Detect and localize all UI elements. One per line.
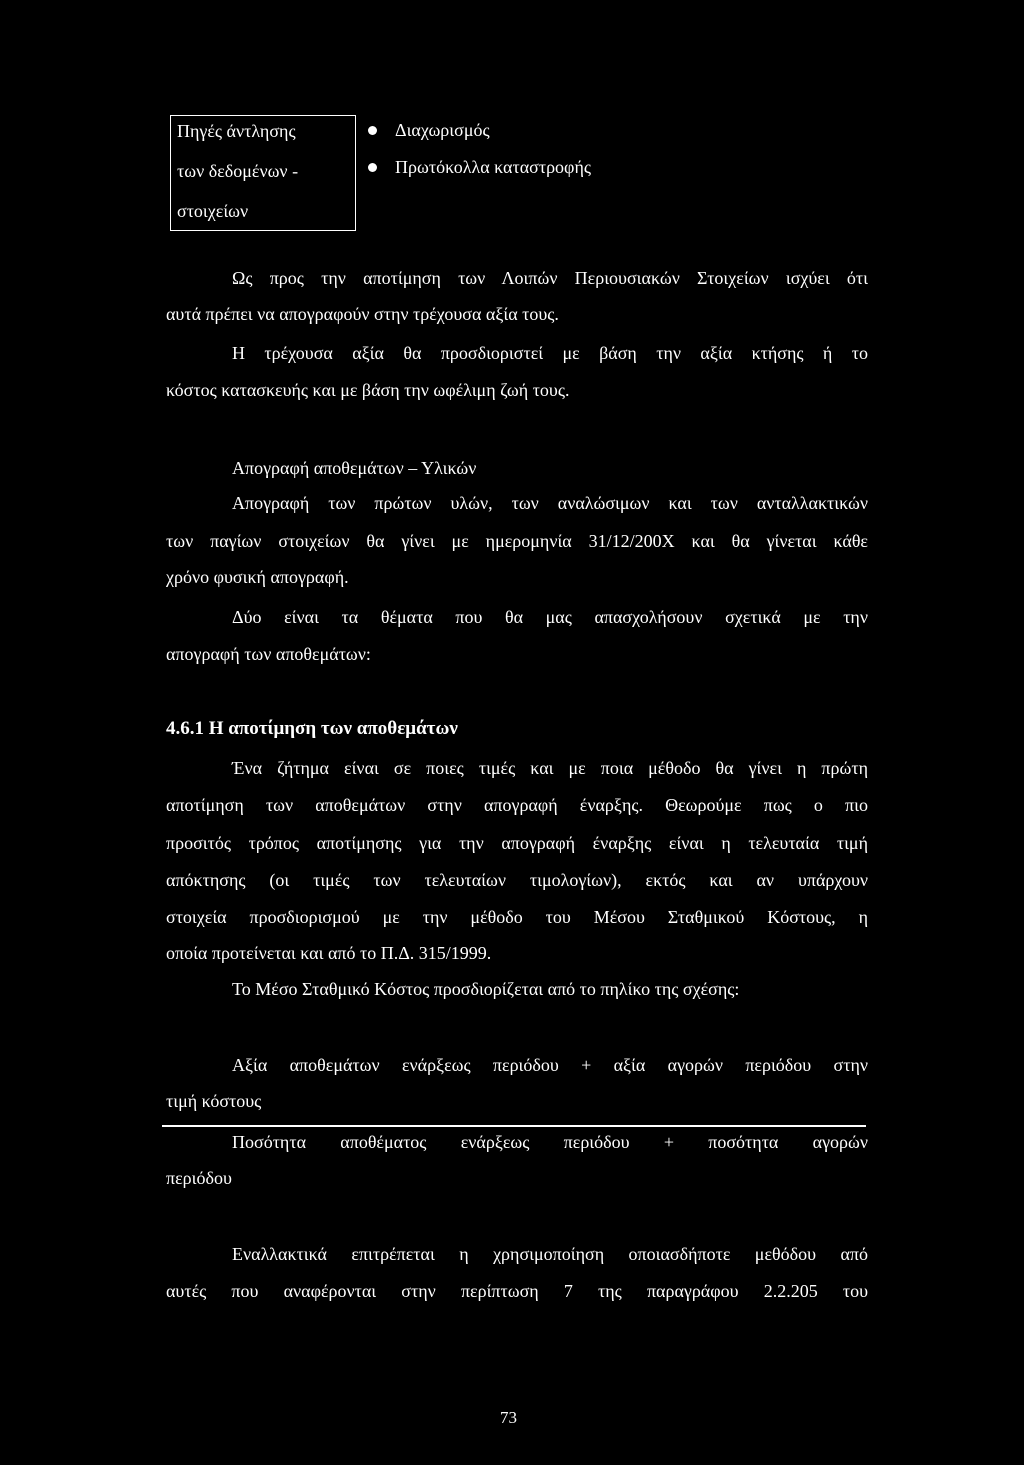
paragraph-line: απόκτησης (οι τιμές των τελευταίων τιμολογίων), εκτός και αν υπάρχουν — [166, 870, 868, 890]
formula-denominator: Ποσότητα αποθέματος ενάρξεως περιόδου + ποσότητα αγορών — [232, 1132, 868, 1152]
sources-box-line: των δεδομένων - — [177, 161, 299, 181]
paragraph-line: Η τρέχουσα αξία θα προσδιοριστεί με βάση την αξία κτήσης ή το — [232, 343, 868, 363]
sources-box-line: Πηγές άντλησης — [177, 121, 296, 141]
paragraph-line: Απογραφή των πρώτων υλών, των αναλώσιμων και των ανταλλακτικών — [232, 493, 868, 513]
paragraph-line: Το Μέσο Σταθμικό Κόστος προσδιορίζεται από το πηλίκο της σχέσης: — [232, 979, 740, 999]
paragraph-line: αυτά πρέπει να απογραφούν στην τρέχουσα αξία τους. — [166, 304, 559, 324]
bullet-icon — [368, 163, 377, 172]
paragraph-line: στοιχεία προσδιορισμού με την μέθοδο του Μέσου Σταθμικού Κόστους, η — [166, 907, 868, 927]
section-heading: 4.6.1 Η αποτίμηση των αποθεμάτων — [166, 718, 458, 739]
bullet-text: Διαχωρισμός — [395, 120, 490, 140]
bullet-item — [368, 119, 490, 141]
paragraph-line: οποία προτείνεται και από το Π.Δ. 315/1999. — [166, 943, 492, 963]
paragraph-line: αποτίμηση των αποθεμάτων στην απογραφή έναρξης. Θεωρούμε πως ο πιο — [166, 795, 868, 815]
bullet-icon — [368, 126, 377, 135]
formula-numerator: Αξία αποθεμάτων ενάρξεως περιόδου + αξία αγορών περιόδου στην — [232, 1055, 868, 1075]
paragraph-line: Ένα ζήτημα είναι σε ποιες τιμές και με ποια μέθοδο θα γίνει η πρώτη — [232, 758, 868, 778]
paragraph-line: Δύο είναι τα θέματα που θα μας απασχολήσουν σχετικά με την — [232, 607, 868, 627]
paragraph-line: απογραφή των αποθεμάτων: — [166, 644, 371, 664]
paragraph-line: Εναλλακτικά επιτρέπεται η χρησιμοποίηση οποιασδήποτε μεθόδου από — [232, 1244, 868, 1264]
data-sources-box — [170, 115, 356, 231]
paragraph-line: Ως προς την αποτίμηση των Λοιπών Περιουσιακών Στοιχείων ισχύει ότι — [232, 268, 868, 288]
inventory-title: Απογραφή αποθεμάτων – Υλικών — [232, 458, 477, 478]
paragraph-line: προσιτός τρόπος αποτίμησης για την απογραφή έναρξης είναι η τελευταία τιμή — [166, 833, 868, 853]
bullet-item — [368, 156, 591, 178]
paragraph-line: χρόνο φυσική απογραφή. — [166, 567, 349, 587]
bullet-text: Πρωτόκολλα καταστροφής — [395, 157, 591, 177]
paragraph-line: αυτές που αναφέρονται στην περίπτωση 7 της παραγράφου 2.2.205 του — [166, 1281, 868, 1301]
sources-box-line: στοιχείων — [177, 201, 249, 221]
page-number: 73 — [500, 1408, 517, 1427]
fraction-bar — [162, 1125, 866, 1127]
paragraph-line: των παγίων στοιχείων θα γίνει με ημερομηνία 31/12/200Χ και θα γίνεται κάθε — [166, 531, 868, 551]
formula-denominator: περιόδου — [166, 1168, 232, 1188]
paragraph-line: κόστος κατασκευής και με βάση την ωφέλιμη ζωή τους. — [166, 380, 570, 400]
formula-numerator: τιμή κόστους — [166, 1091, 262, 1111]
